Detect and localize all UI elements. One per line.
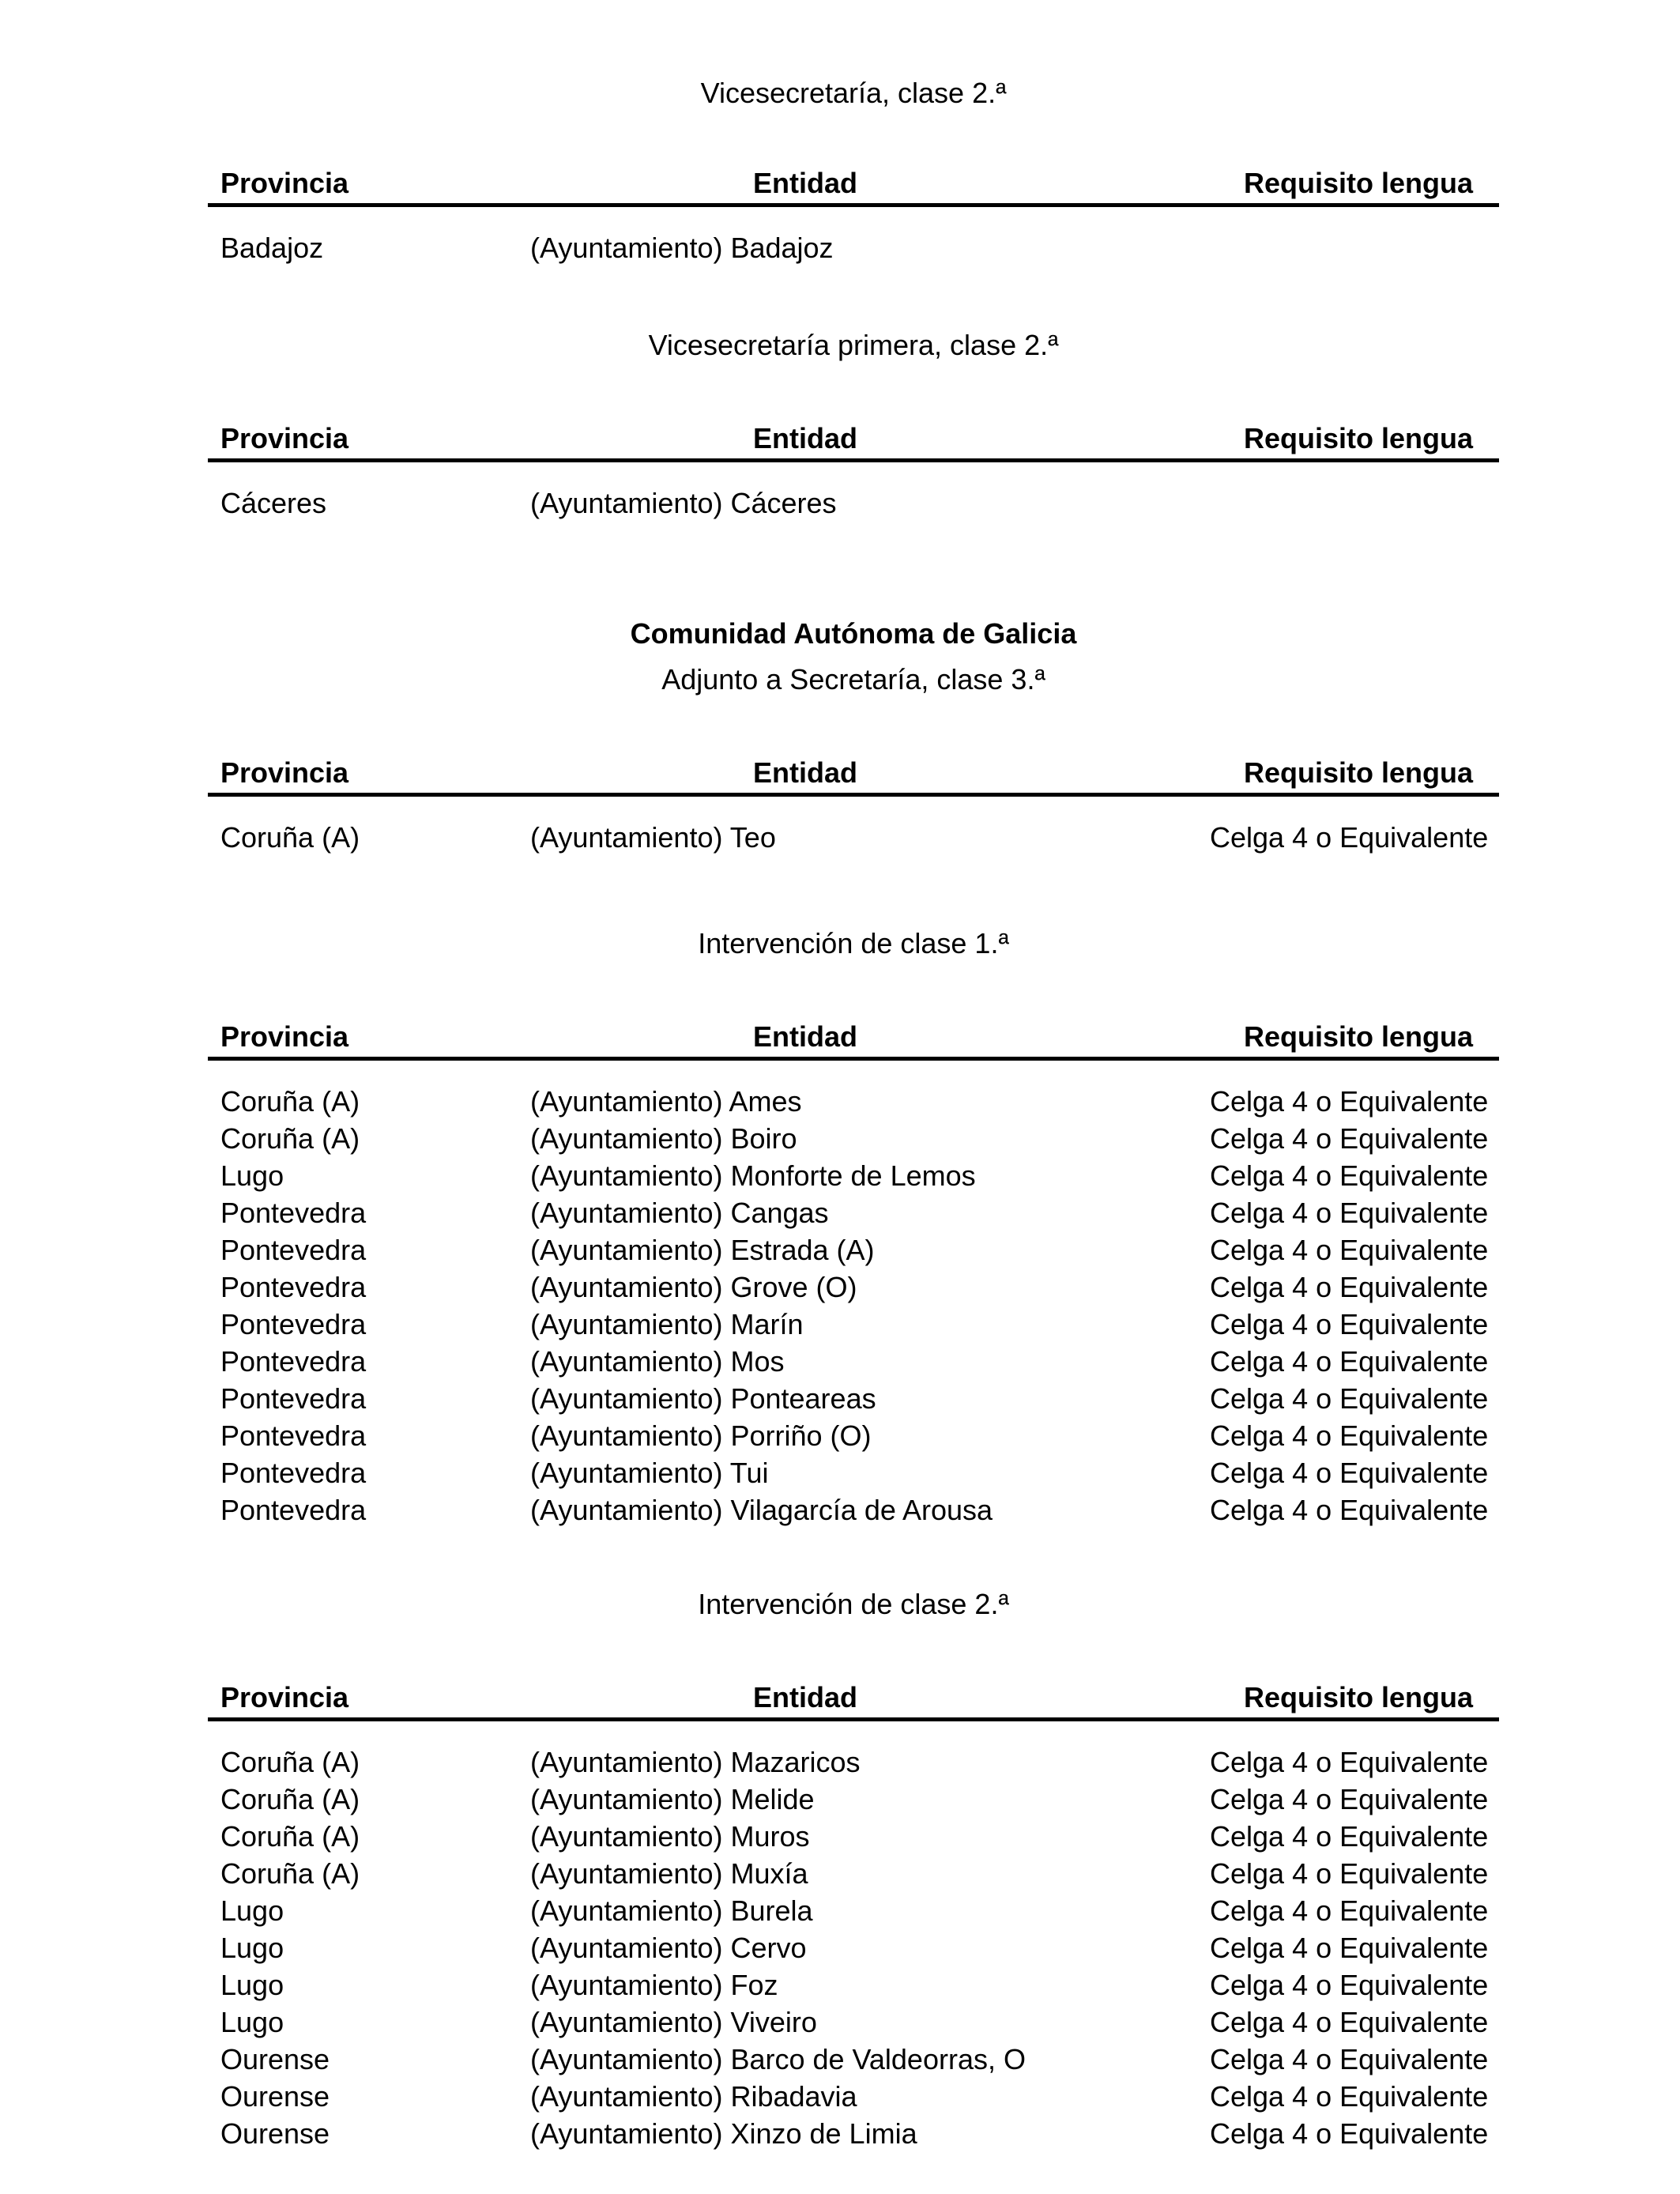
cell-requisito: Celga 4 o Equivalente — [1210, 1308, 1489, 1340]
table — [208, 1680, 1499, 2152]
cell-requisito: Celga 4 o Equivalente — [1210, 1345, 1489, 1378]
cell-entidad: (Ayuntamiento) Badajoz — [530, 232, 834, 264]
header-provincia: Provincia — [220, 1681, 349, 1713]
table-row — [208, 1966, 1499, 2004]
cell-requisito: Celga 4 o Equivalente — [1210, 2006, 1489, 2038]
cell-provincia: Coruña (A) — [220, 821, 360, 854]
header-provincia: Provincia — [220, 756, 349, 789]
cell-requisito: Celga 4 o Equivalente — [1210, 1197, 1489, 1229]
cell-requisito: Celga 4 o Equivalente — [1210, 1271, 1489, 1303]
cell-requisito — [1210, 484, 1499, 522]
cell-entidad: (Ayuntamiento) Ribadavia — [530, 2080, 857, 2113]
cell-entidad: (Ayuntamiento) Foz — [530, 1969, 778, 2001]
cell-requisito: Celga 4 o Equivalente — [1210, 1932, 1489, 1964]
section-intervencion-1 — [208, 926, 1499, 1529]
table-row — [208, 1306, 1499, 1343]
cell-entidad: (Ayuntamiento) Barco de Valdeorras, O — [530, 2043, 1026, 2075]
table-header — [208, 1680, 1499, 1721]
header-entidad: Entidad — [753, 1681, 857, 1713]
table-row — [208, 1744, 1499, 1781]
cell-entidad: (Ayuntamiento) Viveiro — [530, 2006, 817, 2038]
cell-requisito: Celga 4 o Equivalente — [1210, 1857, 1489, 1890]
cell-entidad: (Ayuntamiento) Marín — [530, 1308, 804, 1340]
table-row — [208, 1343, 1499, 1380]
header-requisito: Requisito lengua — [1243, 1681, 1473, 1713]
section-title: Adjunto a Secretaría, clase 3.ª — [661, 663, 1045, 696]
cell-provincia: Coruña (A) — [220, 1857, 360, 1890]
cell-entidad: (Ayuntamiento) Teo — [530, 821, 776, 854]
cell-entidad: (Ayuntamiento) Boiro — [530, 1122, 797, 1155]
cell-entidad: (Ayuntamiento) Cáceres — [530, 487, 837, 519]
cell-entidad: (Ayuntamiento) Xinzo de Limia — [530, 2117, 917, 2150]
cell-requisito: Celga 4 o Equivalente — [1210, 2043, 1489, 2075]
table-row — [208, 2004, 1499, 2041]
cell-entidad: (Ayuntamiento) Estrada (A) — [530, 1234, 875, 1266]
table-row — [208, 1818, 1499, 1855]
cell-entidad: (Ayuntamiento) Muxía — [530, 1857, 808, 1890]
table-body — [208, 1721, 1499, 2152]
cell-entidad: (Ayuntamiento) Melide — [530, 1783, 815, 1815]
section-intervencion-2 — [208, 1587, 1499, 2152]
region-title: Comunidad Autónoma de Galicia — [630, 617, 1077, 650]
cell-entidad: (Ayuntamiento) Ponteareas — [530, 1382, 876, 1415]
table-header — [208, 166, 1499, 207]
section-adjunto-secretaria — [208, 616, 1499, 856]
table-row — [208, 1781, 1499, 1818]
table — [208, 1020, 1499, 1529]
table-row — [208, 484, 1499, 522]
table-row — [208, 1491, 1499, 1529]
cell-provincia: Pontevedra — [220, 1308, 367, 1340]
table-row — [208, 1380, 1499, 1417]
cell-requisito: Celga 4 o Equivalente — [1210, 1746, 1489, 1778]
cell-provincia: Pontevedra — [220, 1419, 367, 1452]
cell-provincia: Lugo — [220, 1969, 284, 2001]
cell-provincia: Lugo — [220, 1932, 284, 1964]
cell-provincia: Pontevedra — [220, 1457, 367, 1489]
table — [208, 756, 1499, 856]
cell-provincia: Ourense — [220, 2080, 330, 2113]
table-body — [208, 462, 1499, 522]
header-entidad: Entidad — [753, 1020, 857, 1053]
cell-provincia: Coruña (A) — [220, 1122, 360, 1155]
cell-entidad: (Ayuntamiento) Cervo — [530, 1932, 807, 1964]
table-row — [208, 1083, 1499, 1120]
cell-requisito: Celga 4 o Equivalente — [1210, 1159, 1489, 1192]
cell-requisito: Celga 4 o Equivalente — [1210, 1894, 1489, 1927]
cell-entidad: (Ayuntamiento) Vilagarcía de Arousa — [530, 1494, 993, 1526]
header-requisito: Requisito lengua — [1243, 1020, 1473, 1053]
cell-entidad: (Ayuntamiento) Tui — [530, 1457, 769, 1489]
cell-entidad: (Ayuntamiento) Ames — [530, 1085, 802, 1118]
table-header — [208, 421, 1499, 462]
table-row — [208, 229, 1499, 266]
cell-requisito: Celga 4 o Equivalente — [1210, 1969, 1489, 2001]
cell-requisito: Celga 4 o Equivalente — [1210, 1234, 1489, 1266]
cell-entidad: (Ayuntamiento) Porriño (O) — [530, 1419, 872, 1452]
header-requisito: Requisito lengua — [1243, 422, 1473, 454]
cell-entidad: (Ayuntamiento) Muros — [530, 1820, 810, 1853]
section-vicesecretaria-primera — [208, 328, 1499, 522]
cell-entidad: (Ayuntamiento) Mos — [530, 1345, 785, 1378]
cell-requisito: Celga 4 o Equivalente — [1210, 1085, 1489, 1118]
cell-requisito: Celga 4 o Equivalente — [1210, 1820, 1489, 1853]
cell-requisito: Celga 4 o Equivalente — [1210, 1122, 1489, 1155]
cell-provincia: Pontevedra — [220, 1234, 367, 1266]
table-row — [208, 2115, 1499, 2152]
cell-provincia: Coruña (A) — [220, 1820, 360, 1853]
table-row — [208, 2078, 1499, 2115]
section-title: Vicesecretaría, clase 2.ª — [700, 77, 1007, 109]
section-vicesecretaria — [208, 76, 1499, 266]
table-body — [208, 207, 1499, 266]
cell-provincia: Lugo — [220, 2006, 284, 2038]
table-row — [208, 1417, 1499, 1454]
cell-provincia: Ourense — [220, 2117, 330, 2150]
table — [208, 421, 1499, 522]
cell-requisito: Celga 4 o Equivalente — [1210, 1382, 1489, 1415]
table-body — [208, 1061, 1499, 1529]
table-header — [208, 1020, 1499, 1061]
header-provincia: Provincia — [220, 1020, 349, 1053]
cell-requisito: Celga 4 o Equivalente — [1210, 1419, 1489, 1452]
table-row — [208, 2041, 1499, 2078]
table-row — [208, 1454, 1499, 1491]
cell-provincia: Pontevedra — [220, 1197, 367, 1229]
cell-provincia: Lugo — [220, 1894, 284, 1927]
cell-requisito: Celga 4 o Equivalente — [1210, 1783, 1489, 1815]
header-entidad: Entidad — [753, 167, 857, 199]
cell-provincia: Pontevedra — [220, 1382, 367, 1415]
cell-requisito: Celga 4 o Equivalente — [1210, 2080, 1489, 2113]
table-row — [208, 1157, 1499, 1194]
header-entidad: Entidad — [753, 756, 857, 789]
section-title: Intervención de clase 1.ª — [698, 927, 1009, 959]
cell-requisito: Celga 4 o Equivalente — [1210, 2117, 1489, 2150]
cell-provincia: Badajoz — [220, 232, 324, 264]
cell-requisito — [1210, 229, 1499, 266]
header-provincia: Provincia — [220, 422, 349, 454]
table-body — [208, 797, 1499, 856]
cell-provincia: Ourense — [220, 2043, 330, 2075]
cell-provincia: Pontevedra — [220, 1345, 367, 1378]
cell-provincia: Coruña (A) — [220, 1085, 360, 1118]
cell-provincia: Pontevedra — [220, 1271, 367, 1303]
cell-entidad: (Ayuntamiento) Mazaricos — [530, 1746, 861, 1778]
header-requisito: Requisito lengua — [1243, 167, 1473, 199]
cell-provincia: Cáceres — [220, 487, 327, 519]
cell-provincia: Coruña (A) — [220, 1783, 360, 1815]
cell-entidad: (Ayuntamiento) Burela — [530, 1894, 813, 1927]
table-row — [208, 1929, 1499, 1966]
cell-requisito: Celga 4 o Equivalente — [1210, 821, 1489, 854]
table-row — [208, 1269, 1499, 1306]
table-row — [208, 1855, 1499, 1892]
cell-provincia: Coruña (A) — [220, 1746, 360, 1778]
table-row — [208, 1231, 1499, 1269]
header-provincia: Provincia — [220, 167, 349, 199]
table — [208, 166, 1499, 266]
cell-provincia: Pontevedra — [220, 1494, 367, 1526]
section-title: Intervención de clase 2.ª — [698, 1588, 1009, 1620]
header-entidad: Entidad — [753, 422, 857, 454]
section-title: Vicesecretaría primera, clase 2.ª — [648, 329, 1059, 361]
cell-provincia: Lugo — [220, 1159, 284, 1192]
table-row — [208, 1120, 1499, 1157]
table-row — [208, 1892, 1499, 1929]
header-requisito: Requisito lengua — [1243, 756, 1473, 789]
cell-entidad: (Ayuntamiento) Monforte de Lemos — [530, 1159, 976, 1192]
table-row — [208, 819, 1499, 856]
cell-entidad: (Ayuntamiento) Grove (O) — [530, 1271, 857, 1303]
cell-entidad: (Ayuntamiento) Cangas — [530, 1197, 829, 1229]
table-row — [208, 1194, 1499, 1231]
cell-requisito: Celga 4 o Equivalente — [1210, 1494, 1489, 1526]
cell-requisito: Celga 4 o Equivalente — [1210, 1457, 1489, 1489]
table-header — [208, 756, 1499, 797]
